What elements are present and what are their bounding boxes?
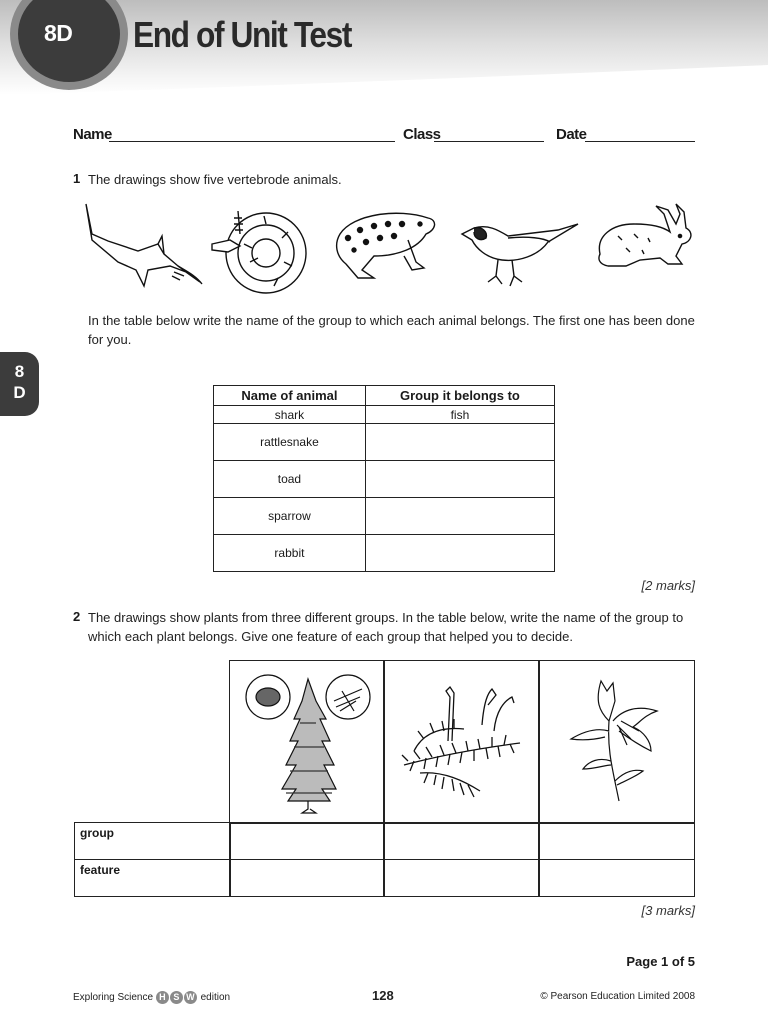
answer-cell-feature-1[interactable] — [229, 859, 385, 897]
answer-cell-group-1[interactable] — [229, 822, 385, 860]
group-answer-cell[interactable] — [365, 498, 554, 535]
question-1-text: The drawings show five vertebrode animals. — [88, 172, 342, 187]
series-left-text: Exploring Science — [73, 992, 154, 1004]
animal-name-cell: toad — [214, 461, 366, 498]
group-answer-cell[interactable] — [365, 461, 554, 498]
date-field[interactable] — [585, 141, 695, 142]
question-2-text: The drawings show plants from three different groups. In the table below, write the name of the group to which each plant belongs. Give one feature of each group that helped you to decide. — [88, 610, 684, 644]
table-row — [214, 406, 555, 424]
unit-code: 8D — [44, 20, 73, 46]
table-header-group: Group it belongs to — [365, 386, 554, 406]
table-row — [214, 461, 555, 498]
class-label: Class — [403, 126, 441, 143]
row-label-group — [74, 822, 231, 860]
hsw-h-badge: H — [156, 991, 169, 1004]
side-tab — [0, 352, 39, 416]
name-label: Name — [73, 126, 112, 143]
class-field[interactable] — [434, 141, 544, 142]
group-answer-cell[interactable] — [365, 424, 554, 461]
moss-drawing — [384, 661, 538, 821]
answer-cell-feature-3[interactable] — [538, 859, 695, 897]
table-row — [214, 498, 555, 535]
toad-drawing — [337, 213, 435, 278]
plant-image-cell — [229, 660, 385, 824]
conifer-drawing — [230, 661, 383, 821]
hsw-s-badge: S — [170, 991, 183, 1004]
rattlesnake-drawing — [212, 211, 306, 293]
question-1-instruction: In the table below write the name of the group to which each animal belongs. The first one has been done for you. — [88, 313, 695, 347]
row-label-feature — [74, 859, 231, 897]
series-right-text: edition — [200, 992, 231, 1004]
name-field[interactable] — [109, 141, 395, 142]
animal-drawings — [78, 196, 698, 294]
animal-name-cell: rattlesnake — [214, 424, 366, 461]
plant-image-cell — [383, 660, 540, 824]
side-tab-line-2: D — [13, 383, 26, 402]
animal-group-table — [213, 385, 555, 572]
question-2-number: 2 — [73, 609, 81, 624]
row-label-feature-text: feature — [80, 863, 121, 877]
question-2-marks: [3 marks] — [641, 903, 695, 918]
series-name — [73, 991, 230, 1004]
side-tab-line-1: 8 — [14, 362, 25, 381]
date-label: Date — [556, 126, 587, 143]
group-answer-cell[interactable] — [365, 535, 554, 572]
answer-cell-feature-2[interactable] — [383, 859, 540, 897]
group-answer-cell: fish — [365, 406, 554, 424]
page-title: End of Unit Test — [133, 14, 351, 55]
copyright: © Pearson Education Limited 2008 — [540, 991, 695, 1002]
animal-name-cell: sparrow — [214, 498, 366, 535]
table-header-animal: Name of animal — [214, 386, 366, 406]
answer-cell-group-2[interactable] — [383, 822, 540, 860]
row-label-group-text: group — [80, 826, 114, 840]
question-1-marks: [2 marks] — [641, 578, 695, 593]
lily-drawing — [539, 661, 693, 821]
animal-name-cell: rabbit — [214, 535, 366, 572]
page-number: 128 — [372, 988, 394, 1003]
question-1-number: 1 — [73, 171, 81, 186]
table-row — [214, 535, 555, 572]
table-row — [214, 424, 555, 461]
hsw-w-badge: W — [184, 991, 197, 1004]
sparrow-drawing — [462, 224, 578, 286]
shark-drawing — [86, 204, 202, 286]
answer-cell-group-3[interactable] — [538, 822, 695, 860]
page-indicator: Page 1 of 5 — [626, 954, 695, 969]
plant-image-cell — [538, 660, 695, 824]
rabbit-drawing — [599, 204, 691, 266]
animal-name-cell: shark — [214, 406, 366, 424]
